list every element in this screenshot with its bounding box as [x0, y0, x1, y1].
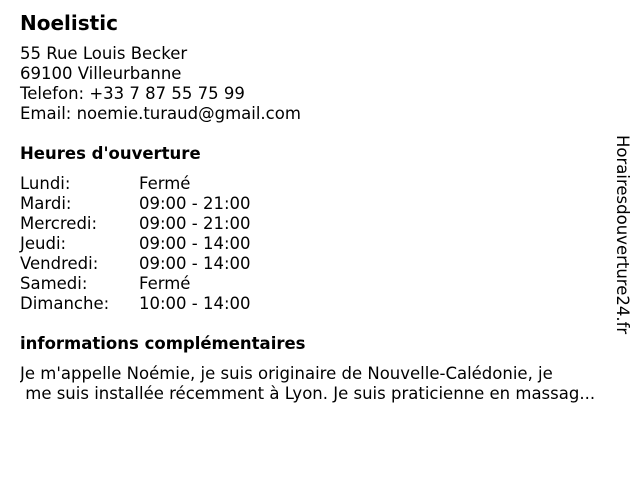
phone-line: Telefon: +33 7 87 55 75 99	[20, 84, 245, 103]
hours-row	[20, 174, 610, 194]
hours-heading: Heures d'ouverture	[20, 144, 201, 163]
hours-day: Vendredi:	[20, 254, 99, 273]
hours-row	[20, 234, 610, 254]
hours-row	[20, 274, 610, 294]
hours-time: Fermé	[139, 174, 191, 193]
address-street: 55 Rue Louis Becker	[20, 44, 188, 63]
info-heading: informations complémentaires	[20, 334, 306, 353]
hours-day: Samedi:	[20, 274, 88, 293]
hours-row	[20, 194, 610, 214]
hours-day: Mardi:	[20, 194, 72, 213]
hours-table	[20, 174, 610, 314]
info-description	[20, 364, 630, 404]
hours-row	[20, 294, 610, 314]
hours-day: Jeudi:	[20, 234, 67, 253]
hours-time: 09:00 - 14:00	[139, 254, 251, 273]
hours-day: Dimanche:	[20, 294, 110, 313]
hours-time: 09:00 - 21:00	[139, 194, 251, 213]
hours-time: Fermé	[139, 274, 191, 293]
hours-day: Lundi:	[20, 174, 71, 193]
hours-row	[20, 254, 610, 274]
business-name: Noelistic	[20, 11, 118, 35]
email-line: Email: noemie.turaud@gmail.com	[20, 104, 301, 123]
hours-time: 10:00 - 14:00	[139, 294, 251, 313]
info-line: Je m'appelle Noémie, je suis originaire de Nouvelle-Calédonie, je	[20, 364, 553, 383]
hours-row	[20, 214, 610, 234]
hours-time: 09:00 - 14:00	[139, 234, 251, 253]
info-line: me suis installée récemment à Lyon. Je suis praticienne en massag...	[20, 384, 596, 403]
business-card	[20, 10, 610, 404]
hours-time: 09:00 - 21:00	[139, 214, 251, 233]
address-city: 69100 Villeurbanne	[20, 64, 182, 83]
site-watermark: Horairesdouverture24.fr	[613, 135, 632, 335]
hours-day: Mercredi:	[20, 214, 98, 233]
contact-block	[20, 44, 610, 124]
